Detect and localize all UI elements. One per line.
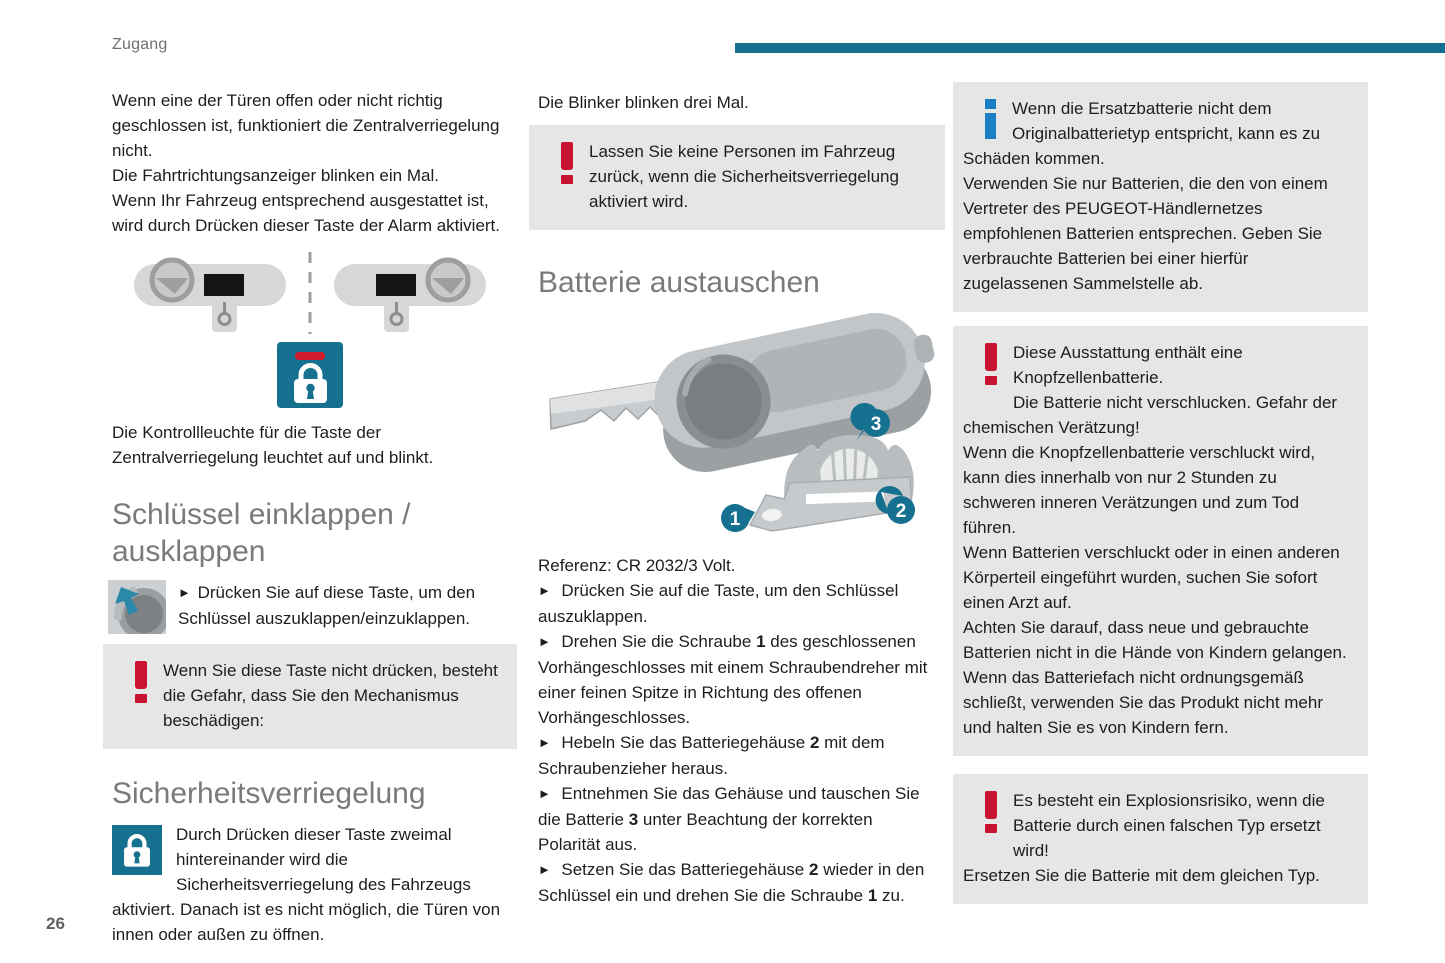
car-interior-diagram: [120, 250, 500, 336]
intro-paragraph: Wenn Ihr Fahrzeug entsprechend ausgestattet ist, wird durch Drücken dieser Taste der Alarm aktiviert.: [112, 191, 501, 235]
svg-text:3: 3: [870, 414, 882, 435]
step-bullet-icon: ►: [538, 583, 553, 598]
battery-step: ► Setzen Sie das Batteriegehäuse 2 wieder in den Schlüssel ein und drehen Sie die Schraube 1 zu.: [538, 860, 925, 905]
battery-step: ► Drehen Sie die Schraube 1 des geschlossenen Vorhängeschlosses mit einem Schraubendreher mit einer feinen Spitze in Richtung des offenen Vorhängeschlosses.: [538, 632, 928, 727]
warning-paragraph: Wenn die Knopfzellenbatterie verschluckt wird, kann dies innerhalb von nur 2 Stunden zu schweren inneren Verätzungen und zum Tod führen.: [963, 443, 1316, 537]
step-bullet-icon: ►: [538, 735, 553, 750]
no-persons-warning-box: [529, 125, 945, 230]
section-title-fold-key: Schlüssel einklappen / ausklappen: [112, 498, 411, 568]
explosion-warning-box: [953, 774, 1368, 904]
step-bullet-icon: ►: [538, 634, 553, 649]
battery-step: ► Entnehmen Sie das Gehäuse und tauschen Sie die Batterie 3 unter Beachtung der korrekten Polarität aus.: [538, 784, 920, 854]
no-persons-warning-text: Lassen Sie keine Personen im Fahrzeug zurück, wenn die Sicherheitsverriegelung aktiviert wird.: [589, 142, 899, 211]
warning-paragraph: Ersetzen Sie die Batterie mit dem gleichen Typ.: [963, 866, 1320, 885]
step-bullet-icon: ►: [538, 786, 553, 801]
explosion-warning-text: [963, 788, 1354, 888]
warning-icon: [561, 142, 573, 186]
battery-info-box: [953, 82, 1368, 312]
key-fold-button-image: [108, 580, 166, 634]
warning-icon: [985, 791, 997, 835]
step-bullet-icon: ►: [178, 585, 193, 600]
step-bullet-icon: ►: [538, 862, 553, 877]
fold-key-step-label: Drücken Sie auf diese Taste, um den Schlüssel auszuklappen/einzuklappen.: [178, 583, 476, 628]
battery-steps: [538, 578, 936, 908]
battery-step: ► Hebeln Sie das Batteriegehäuse 2 mit dem Schraubenzieher heraus.: [538, 733, 885, 778]
intro-paragraphs: [112, 88, 508, 238]
indicator-caption: Die Kontrollleuchte für die Taste der Zentralverriegelung leuchtet auf und blinkt.: [112, 423, 434, 467]
warning-icon: [135, 661, 147, 705]
column-middle: [538, 90, 936, 908]
column-left: [112, 88, 508, 947]
security-locking-text: Durch Drücken dieser Taste zweimal hintereinander wird die Sicherheitsverriegelung des Fahrzeugs aktiviert. Danach ist es nicht möglich, die Türen von innen oder außen zu öffnen.: [112, 825, 501, 944]
warning-paragraph: Wenn das Batteriefach nicht ordnungsgemäß schließt, verwenden Sie das Produkt nicht mehr und halten Sie es von Kindern fern.: [963, 668, 1324, 737]
left-hand-drive-car: [134, 260, 286, 332]
intro-paragraph: Die Fahrtrichtungsanzeiger blinken ein Mal.: [112, 166, 439, 185]
section-title-battery-replace: Batterie austauschen: [538, 266, 820, 299]
svg-text:2: 2: [895, 501, 907, 522]
warning-paragraph: Es besteht ein Explosionsrisiko, wenn die Batterie durch einen falschen Typ ersetzt wird!: [1013, 791, 1325, 860]
intro-paragraph: Wenn eine der Türen offen oder nicht richtig geschlossen ist, funktioniert die Zentralverriegelung nicht.: [112, 91, 500, 160]
warning-paragraph: Wenn Batterien verschluckt oder in einen anderen Körperteil eingeführt wurden, suchen Sie sofort einen Arzt auf.: [963, 543, 1340, 612]
button-cell-warning-box: [953, 326, 1368, 756]
button-cell-warning-text: [963, 340, 1354, 740]
battery-step: ► Drücken Sie auf die Taste, um den Schlüssel auszuklappen.: [538, 581, 899, 626]
right-hand-drive-car: [334, 260, 486, 332]
fold-key-warning-text: Wenn Sie diese Taste nicht drücken, besteht die Gefahr, dass Sie den Mechanismus beschädigen:: [163, 661, 498, 730]
fold-key-warning-box: [103, 644, 517, 749]
info-paragraph: Verwenden Sie nur Batterien, die den von einem Vertreter des PEUGEOT-Händlernetzes empfohlenen Batterien entsprechen. Geben Sie verbrauchte Batterien bei einer hierfür zugelassenen Sammelstelle ab.: [963, 174, 1328, 293]
central-locking-button-icon: [277, 342, 343, 408]
info-icon: [985, 99, 996, 139]
security-locking-item: [112, 822, 508, 947]
column-right: [962, 82, 1359, 904]
page-header-label: Zugang: [112, 36, 168, 53]
battery-reference: Referenz: CR 2032/3 Volt.: [538, 556, 736, 575]
warning-paragraph: Die Batterie nicht verschlucken. Gefahr der chemischen Verätzung!: [963, 393, 1338, 437]
warning-icon: [985, 343, 997, 387]
fold-key-step-text: [178, 580, 508, 631]
battery-info-text: [963, 96, 1354, 296]
red-indicator-bar: [295, 352, 325, 360]
key-battery-diagram: [538, 311, 936, 549]
warning-paragraph: Achten Sie darauf, dass neue und gebrauchte Batterien nicht in die Hände von Kindern gelangen.: [963, 618, 1347, 662]
security-lock-button-icon: [112, 825, 162, 875]
fold-key-step: [108, 580, 508, 634]
warning-paragraph: Diese Ausstattung enthält eine Knopfzellenbatterie.: [1013, 343, 1243, 387]
page-number: 26: [46, 914, 65, 933]
section-title-security-locking: Sicherheitsverriegelung: [112, 777, 426, 810]
header-accent-bar: [735, 43, 1445, 53]
svg-text:1: 1: [729, 509, 741, 530]
blinker-text: Die Blinker blinken drei Mal.: [538, 93, 749, 112]
figure-marker-1: [721, 504, 755, 532]
info-paragraph: Wenn die Ersatzbatterie nicht dem Originalbatterietyp entspricht, kann es zu Schäden kommen.: [963, 99, 1321, 168]
